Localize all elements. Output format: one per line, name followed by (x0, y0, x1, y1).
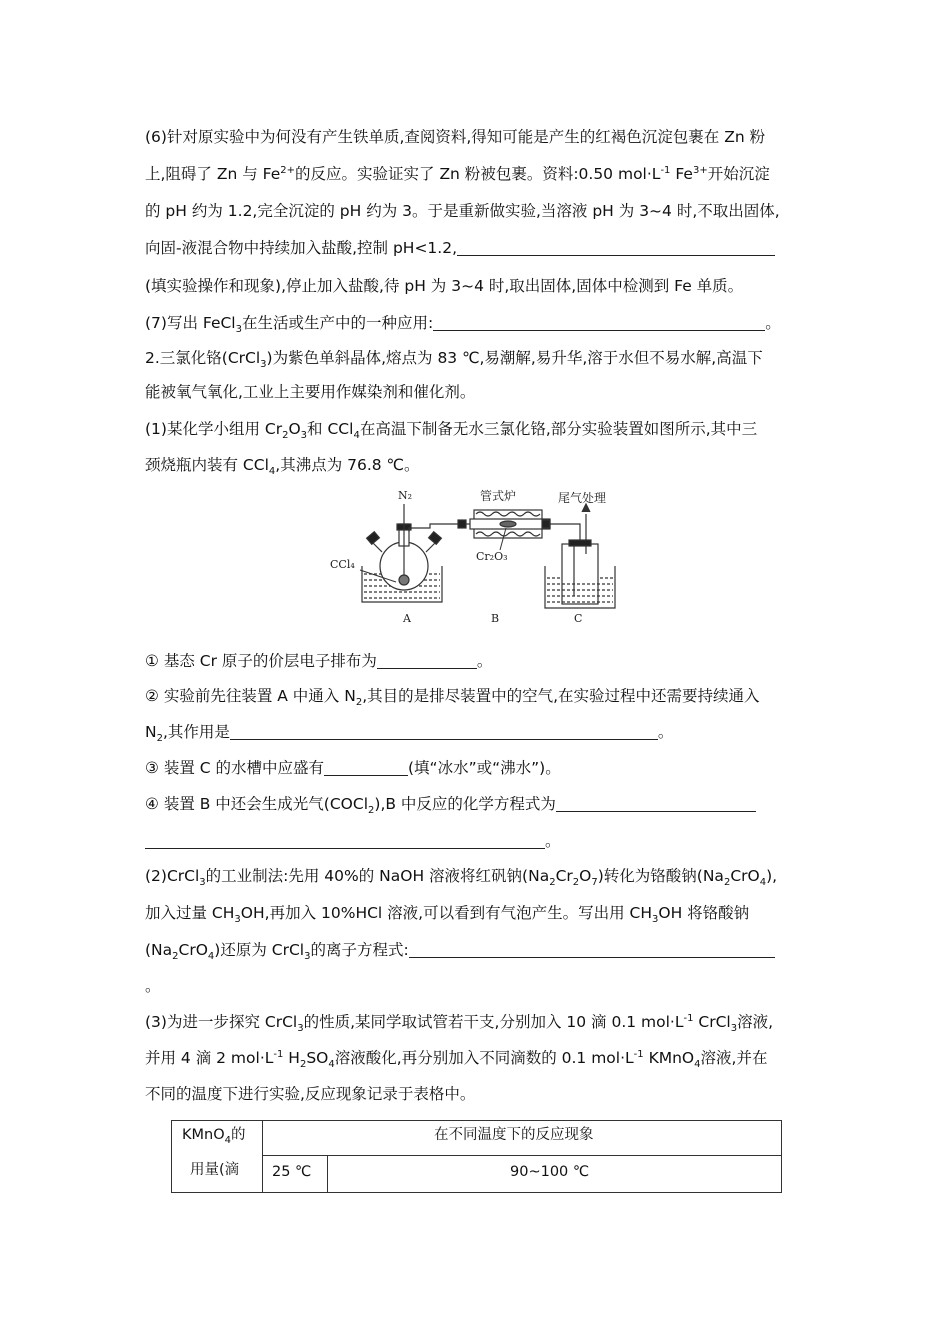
s2-line-1: (2)CrCl$_3$的工业制法:先用 40%的 NaOH 溶液将红矾钠$(Na_2Cr_2O_7)$转化为铬酸钠$(Na_2CrO_4)$, (145, 867, 778, 889)
label-a: A (403, 612, 411, 625)
table-header-amount: 用量(滴 (190, 1162, 240, 1178)
s1-line-2: 颈烧瓶内装有 CCl$_4$,其沸点为 76.8 ℃。 (145, 456, 420, 478)
p2-line-1: 2.三氯化铬(CrCl$_3$)为紫色单斜晶体,熔点为 83 ℃,易潮解,易升华,溶于水但不易水解,高温下 (145, 349, 763, 371)
tube-furnace-b (470, 510, 550, 538)
apparatus-figure (330, 484, 630, 630)
answer-blank[interactable] (145, 832, 545, 849)
label-exhaust: 尾气处理 (558, 491, 607, 505)
answer-blank[interactable] (409, 941, 775, 958)
item-2: ② 实验前先往装置 A 中通入 $N_2$,其目的是排尽装置中的空气,在实验过程中还需要持续通入 (145, 687, 760, 709)
answer-blank[interactable] (230, 723, 658, 740)
s2-line-4: 。 (145, 977, 161, 995)
label-ccl4: CCl₄ (330, 558, 355, 571)
q6-line-3: 的 pH 约为 1.2,完全沉淀的 pH 约为 3。于是重新做实验,当溶液 pH 为 3~4 时,不取出固体, (145, 202, 780, 220)
s1-line-1: (1)某化学小组用 $Cr_2O_3$和 CCl$_4$在高温下制备无水三氯化铬,部分实验装置如图所示,其中三 (145, 420, 758, 442)
answer-blank[interactable] (377, 652, 477, 669)
label-n2: N₂ (398, 489, 413, 502)
item-1: ① 基态 Cr 原子的价层电子排布为 。 (145, 652, 493, 670)
item-4-cont: 。 (145, 831, 561, 851)
label-furnace: 管式炉 (480, 489, 517, 503)
table-header-phenomena: 在不同温度下的反应现象 (434, 1127, 594, 1143)
item-3: ③ 装置 C 的水槽中应盛有 (填“冰水”或“沸水”)。 (145, 759, 561, 777)
answer-blank[interactable] (324, 759, 408, 776)
s3-line-3: 不同的温度下进行实验,反应现象记录于表格中。 (145, 1085, 476, 1103)
three-neck-flask (367, 504, 442, 590)
bottle-c (562, 540, 598, 604)
table-header-kmno4: KMnO$_4$的 (182, 1127, 246, 1146)
table-col-90-100c: 90~100 ℃ (510, 1164, 590, 1180)
label-c: C (574, 612, 583, 625)
item-4: ④ 装置 B 中还会生成光气(COCl$_2$),B 中反应的化学方程式为 (145, 794, 756, 814)
label-b: B (491, 612, 500, 625)
results-table (171, 1120, 782, 1193)
q7-line: (7)写出 FeCl$_3$在生活或生产中的一种应用: 。 (145, 314, 781, 336)
s3-line-1: (3)为进一步探究 CrCl$_3$的性质,某同学取试管若干支,分别加入 10 滴 0.1 $mol\cdot L^{-1}$ CrCl$_3$溶液, (145, 1012, 774, 1035)
answer-blank[interactable] (457, 239, 775, 256)
q6-line-4: 向固-液混合物中持续加入盐酸,控制 pH<1.2, (145, 238, 775, 258)
label-cr2o3: Cr₂O₃ (476, 550, 508, 563)
answer-blank[interactable] (433, 314, 765, 331)
p2-line-2: 能被氧气氧化,工业上主要用作媒染剂和催化剂。 (145, 383, 476, 401)
s2-line-2: 加入过量 $CH_3OH$,再加入 10%HCl 溶液,可以看到有气泡产生。写出用 $CH_3OH$ 将铬酸钠 (145, 904, 750, 926)
q6-line-5: (填实验操作和现象),停止加入盐酸,待 pH 为 3~4 时,取出固体,固体中检测到 Fe 单质。 (145, 277, 744, 295)
q6-line-1: (6)针对原实验中为何没有产生铁单质,查阅资料,得知可能是产生的红褐色沉淀包裹在 Zn 粉 (145, 128, 766, 146)
table-col-25c: 25 ℃ (272, 1164, 312, 1180)
answer-blank[interactable] (556, 795, 756, 812)
q6-line-2: 上,阻碍了 Zn 与 $Fe^{2+}$的反应。实验证实了 Zn 粉被包裹。资料:0.50 $mol\cdot L^{-1}$ $Fe^{3+}$开始沉淀 (145, 164, 770, 183)
item-2-cont: $N_2$,其作用是 。 (145, 723, 674, 745)
s3-line-2: 并用 4 滴 2 $mol\cdot L^{-1}$ $H_2SO_4$溶液酸化,再分别加入不同滴数的 0.1 $mol\cdot L^{-1}$ KMnO$_4$溶液,并在 (145, 1048, 768, 1071)
s2-line-3: $(Na_2CrO_4)$还原为 CrCl$_3$的离子方程式: (145, 940, 775, 960)
